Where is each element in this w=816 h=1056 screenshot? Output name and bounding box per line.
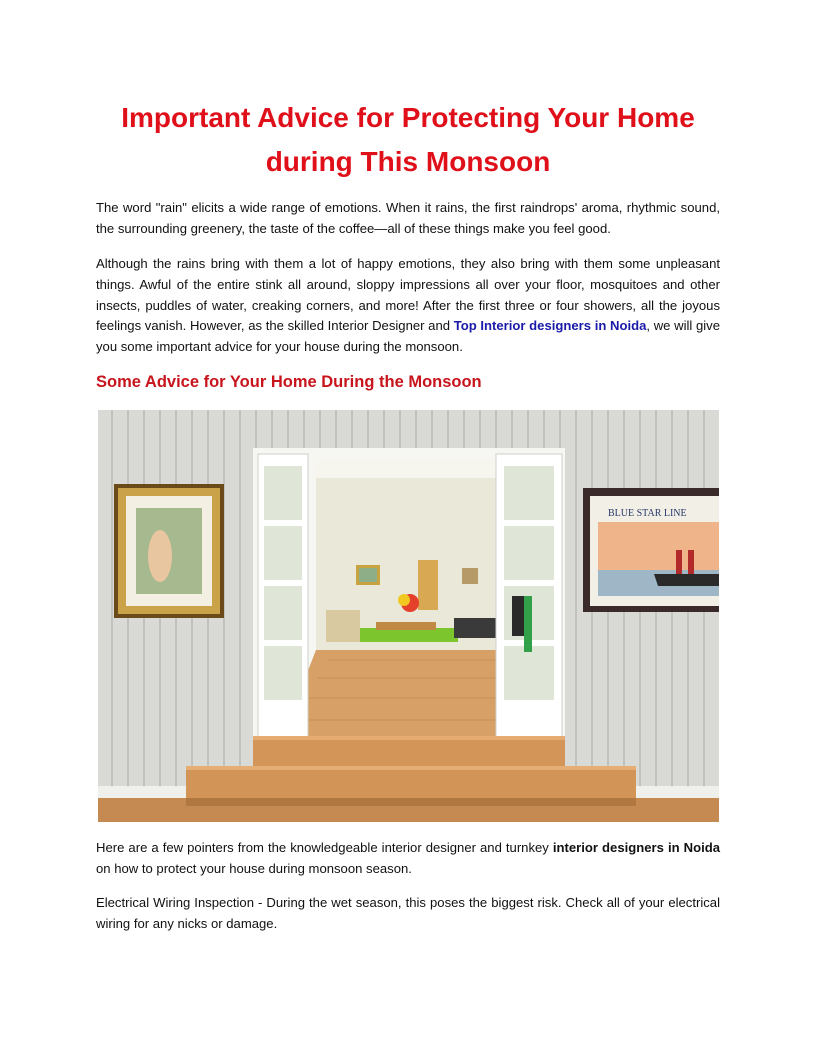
title-line-2: during This Monsoon — [265, 146, 551, 177]
poster-text: BLUE STAR LINE — [608, 508, 687, 519]
upper-step — [253, 736, 565, 766]
paragraph-2-tail: , we will give you some important advice for your house during the monsoon. — [96, 318, 721, 355]
section-heading: Some Advice for Your Home During the Monsoon — [96, 373, 482, 391]
paragraph-2-text: Although the rains bring with them a lot of happy emotions, they also bring with them some unpleasant things. Awful of the entire stink all around, sloppy impressions all over your floor, mosquitoes and other insects, puddles of water, creaking corners, and more! After the first three or four showers, all the joyous feelings vanish. However, as the skilled Interior Designer and — [96, 256, 720, 334]
paragraph-4: Electrical Wiring Inspection - During the wet season, this poses the biggest risk. Check all of your electrical wiring for any nicks or damage. — [96, 895, 720, 931]
title-line-1: Important Advice for Protecting Your Home — [121, 102, 695, 133]
paragraph-2 — [96, 254, 720, 358]
interior-designers-noida-bold: interior designers in Noida — [552, 840, 720, 855]
interior-photo — [98, 410, 719, 822]
page-title — [96, 96, 720, 184]
paragraph-3-tail: on how to protect your house during monsoon season. — [96, 860, 412, 876]
paragraph-3-text: Here are a few pointers from the knowledgeable interior designer and turnkey — [96, 840, 553, 855]
intro-paragraph: The word "rain" elicits a wide range of emotions. When it rains, the first raindrops' aroma, rhythmic sound, the surrounding greenery, the taste of the coffee—all of these things make you feel good. — [96, 200, 720, 236]
paragraph-3 — [96, 838, 720, 880]
top-interior-designers-link[interactable]: Top Interior designers in Noida — [453, 318, 647, 334]
